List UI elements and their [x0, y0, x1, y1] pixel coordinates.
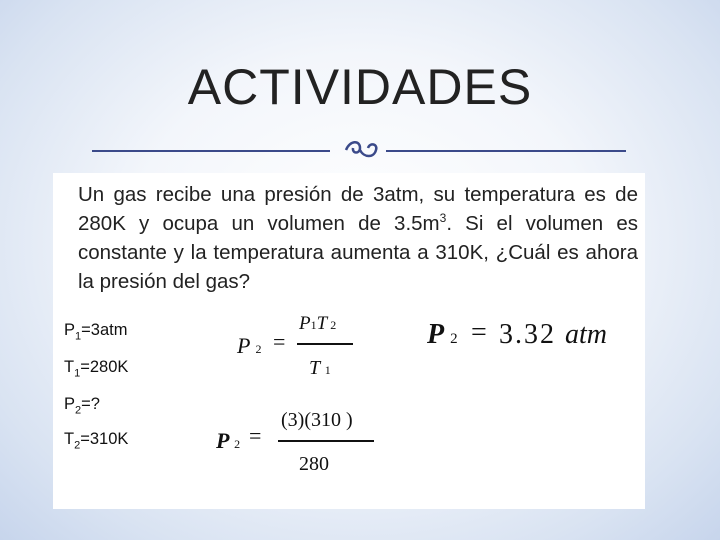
result-value: 3.32	[499, 319, 556, 350]
substitution-numerator: (3)(310 )	[281, 409, 353, 431]
result-lhs: P 2	[427, 319, 458, 350]
result-eq: =	[471, 317, 487, 348]
problem-text-1: Un gas recibe una presión de 3atm, su temperatura es de 280K y ocupa un volumen de 3.5m	[78, 183, 638, 235]
substitution-denominator: 280	[299, 453, 329, 475]
formula-denominator: T 1	[309, 357, 331, 379]
substitution-fraction-line	[278, 440, 374, 442]
result-unit: atm	[565, 319, 607, 350]
formula-eq: =	[273, 329, 286, 354]
formula-lhs: P 2	[237, 333, 262, 358]
problem-text-sup: 3	[439, 211, 447, 226]
swirl-ornament-icon	[338, 136, 384, 164]
given-t2: $T_2=310K$	[64, 430, 129, 452]
formula-fraction-line	[297, 343, 353, 345]
substitution-lhs: P 2	[216, 428, 241, 453]
title-rule-right	[386, 150, 626, 152]
slide-title: ACTIVIDADES	[187, 59, 533, 115]
given-p2: $P_2=$?	[64, 395, 100, 417]
problem-text-2: . Si el volumen es constante y la temperatura aumenta a 310K, ¿Cuál es ahora la presión del gas?	[78, 212, 638, 293]
given-t1: $T_1=280K$	[64, 358, 129, 380]
substitution-eq: =	[249, 423, 262, 448]
problem-panel	[53, 173, 645, 509]
problem-statement	[78, 180, 638, 296]
title-rule-left	[92, 150, 330, 152]
given-p1: $P_1=3atm$	[64, 321, 128, 343]
formula-numerator: P1T 2	[299, 313, 337, 334]
